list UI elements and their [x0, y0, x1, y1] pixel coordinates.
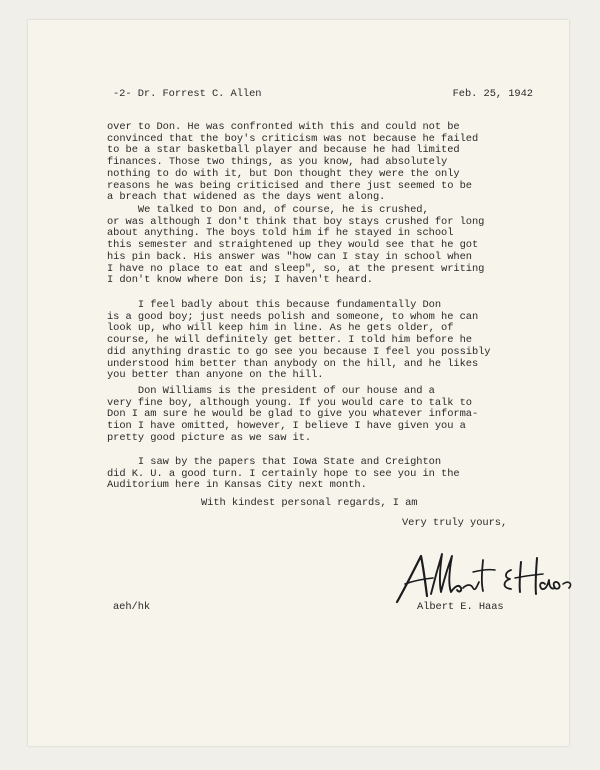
paragraph-5: I saw by the papers that Iowa State and Creighton did K. U. a good turn. I certainly hope to see you in the Auditorium here in Kansas City next month. [107, 456, 460, 492]
typed-name: Albert E. Haas [417, 601, 504, 613]
paragraph-2: We talked to Don and, of course, he is crushed, or was although I don't think that boy stays crushed for long about anything. The boys told him if he stayed in school this semester and straightened up they would see that he got his pin back. His answer was "how can I stay in school when I have no place to eat and sleep", so, at the present writing I don't know where Don is; I haven't heard. [107, 204, 485, 287]
letter-date: Feb. 25, 1942 [452, 88, 533, 100]
paragraph-4: Don Williams is the president of our house and a very fine boy, although young. If you would care to talk to Don I am sure he would be glad to give you whatever informa- tion I have omitted, however, I believe I have given you a pretty good picture as we saw it. [107, 385, 479, 444]
valediction: Very truly yours, [402, 517, 508, 529]
letter-page [28, 20, 569, 746]
paragraph-1: over to Don. He was confronted with this and could not be convinced that the boy's criticism was not because he failed to be a star basketball player and because he had limited finances. Those two things, as you know, had absolutely nothing to do with it, but Don thought they were the only reasons he was being criticised and there just seemed to be a breach that widened as the days went along. [107, 121, 479, 204]
closing-line: With kindest personal regards, I am [201, 497, 418, 509]
paragraph-3: I feel badly about this because fundamentally Don is a good boy; just needs polish and someone, to whom he can look up, who will keep him in line. As he gets older, of course, he will definitely get better. I told him before he did anything drastic to go see you because I feel you possibly understood him better than anybody on the hill, and he likes you better than anyone on the hill. [107, 299, 491, 382]
handwritten-signature [387, 544, 577, 609]
letter-body [107, 121, 537, 529]
page-and-recipient: -2- Dr. Forrest C. Allen [113, 88, 262, 100]
reference-initials: aeh/hk [113, 601, 151, 613]
